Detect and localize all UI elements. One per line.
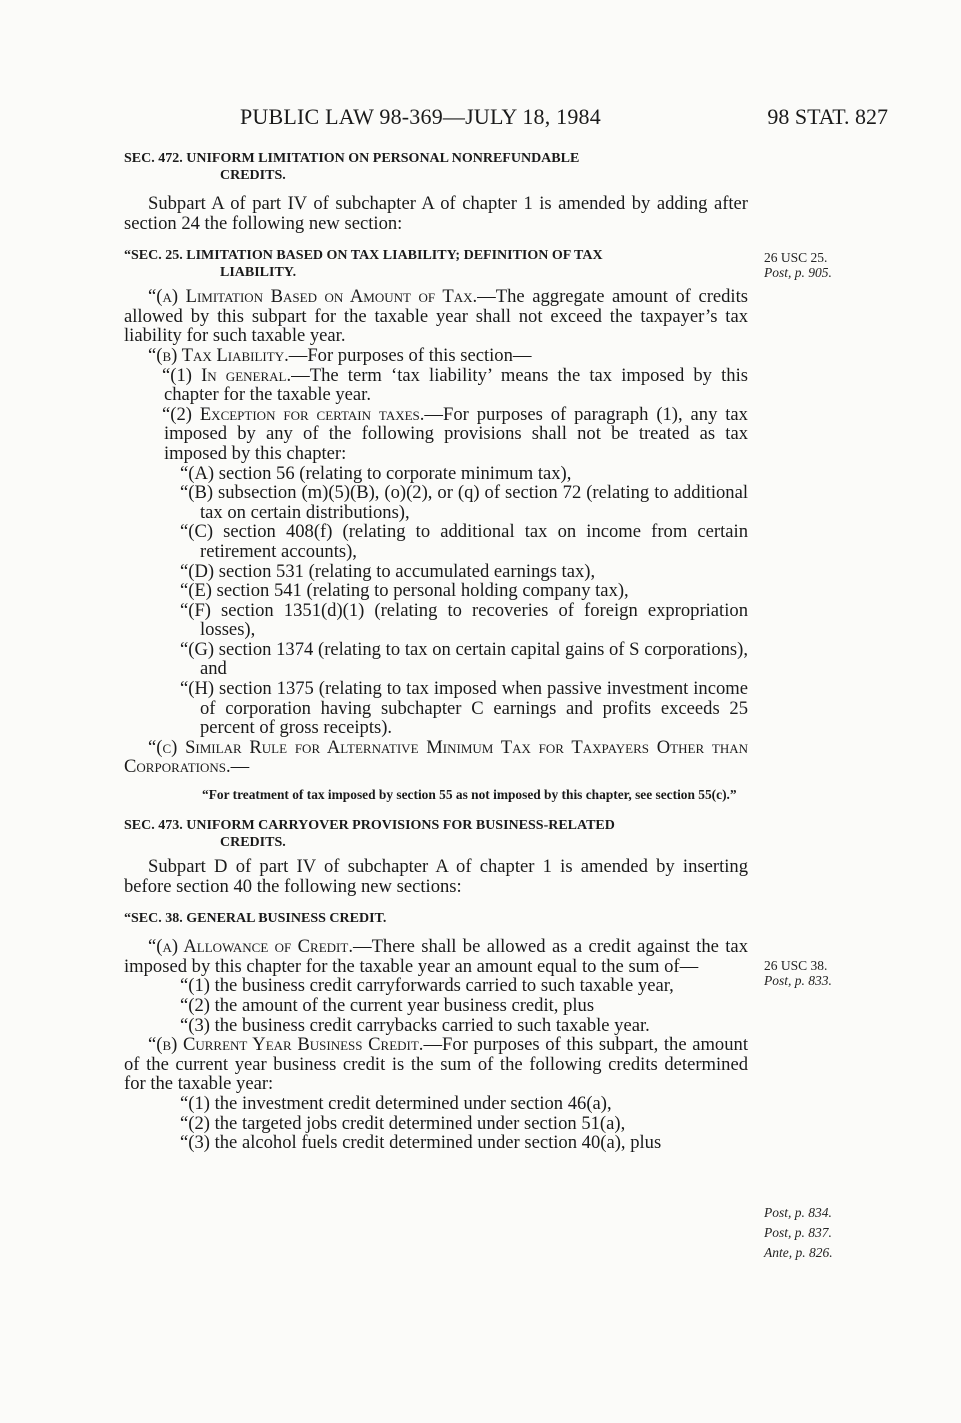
sec-38-b-text: —For purposes of this subpart, the amount of the current year business credit is the sum of the following credits determined for the taxable year: [124, 1034, 748, 1095]
sec-25-a [124, 287, 748, 346]
sec-472-text: Subpart A of part IV of subchapter A of chapter 1 is amended by adding after section 24 the following new section: [124, 193, 748, 234]
sec-25-b2-label: “(2) Exception for certain taxes. [162, 403, 425, 425]
sec-25-b2 [124, 405, 748, 464]
sec-473-heading-line2: CREDITS. [220, 835, 286, 851]
sec-25-b-label: “(b) Tax Liability. [148, 344, 289, 366]
sec-25-b2-text: —For purposes of paragraph (1), any tax imposed by any of the following provisions shall not be treated as tax imposed by this chapter: [164, 403, 748, 464]
list-item: “(1) the business credit carryforwards carried to such taxable year, [180, 975, 674, 997]
list-item: “(3) the alcohol fuels credit determined under section 40(a), plus [180, 1132, 662, 1154]
margin-note-line: 26 USC 25. [764, 250, 828, 265]
list-item: “(C) section 408(f) (relating to additional tax on income from certain retirement accounts), [180, 521, 748, 562]
margin-note-26-usc-38 [764, 958, 832, 988]
margin-note-ante-826 [764, 1245, 833, 1260]
margin-note-line: 26 USC 38. [764, 958, 828, 973]
sec-473-text: Subpart D of part IV of subchapter A of chapter 1 is amended by inserting before section 40 the following new sections: [124, 856, 748, 897]
sec-38-a [124, 937, 748, 976]
header-stat: 98 STAT. 827 [767, 104, 888, 129]
list-item: “(A) section 56 (relating to corporate minimum tax), [180, 462, 572, 484]
sec-38-b-label: “(b) Current Year Business Credit. [148, 1034, 424, 1056]
sec-25-b1 [124, 366, 748, 405]
sec-25-b1-label: “(1) In general. [162, 364, 292, 386]
sec-25-c-label: “(c) Similar Rule for Alternative Minimum Tax for Taxpayers Other than Corporations. [124, 736, 748, 778]
list-item: “(D) section 531 (relating to accumulated earnings tax), [180, 560, 596, 582]
sec-25-heading-line2: LIABILITY. [220, 265, 297, 281]
list-item: “(2) the amount of the current year business credit, plus [180, 995, 595, 1016]
header-title: PUBLIC LAW 98-369—JULY 18, 1984 [240, 104, 601, 129]
margin-note-line: Post, p. 834. [764, 1205, 832, 1220]
margin-note-post-837 [764, 1225, 832, 1240]
sec-472-heading [124, 150, 748, 184]
list-item: “(H) section 1375 (relating to tax imposed when passive investment income of corporation having subchapter C earnings and profits exceeds 25 percent of gross receipts). [180, 678, 748, 739]
sec-473-heading-line1: SEC. 473. UNIFORM CARRYOVER PROVISIONS FOR BUSINESS-RELATED [124, 818, 615, 834]
sec-25-b-text: —For purposes of this section— [288, 344, 532, 366]
sec-25-b1-text: —The term ‘tax liability’ means the tax imposed by this chapter for the taxable year. [164, 364, 748, 406]
sec-38-heading: “SEC. 38. GENERAL BUSINESS CREDIT. [124, 911, 387, 927]
sec-473-heading [124, 817, 748, 851]
list-item: “(E) section 541 (relating to personal holding company tax), [180, 580, 629, 602]
list-item: “(2) the targeted jobs credit determined under section 51(a), [180, 1112, 626, 1134]
margin-note-26-usc-25 [764, 250, 832, 280]
sec-25-note: “For treatment of tax imposed by section 55 as not imposed by this chapter, see section 55(c).” [202, 787, 737, 803]
list-item: “(G) section 1374 (relating to tax on certain capital gains of S corporations), and [180, 638, 748, 680]
margin-note-line: Post, p. 905. [764, 265, 832, 280]
sec-38-a-text: —There shall be allowed as a credit against the tax imposed by this chapter for the taxable year an amount equal to the sum of— [124, 936, 748, 977]
sec-472-heading-line1: SEC. 472. UNIFORM LIMITATION ON PERSONAL NONREFUNDABLE [124, 151, 580, 166]
sec-25-a-label: “(a) Limitation Based on Amount of Tax. [148, 286, 478, 308]
margin-note-post-834 [764, 1205, 832, 1220]
margin-note-line: Ante, p. 826. [764, 1245, 833, 1260]
page-header [120, 104, 890, 134]
sec-25-heading-line1: “SEC. 25. LIMITATION BASED ON TAX LIABILITY; DEFINITION OF TAX [124, 248, 603, 264]
list-item: “(3) the business credit carrybacks carried to such taxable year. [180, 1014, 650, 1036]
margin-note-line: Post, p. 837. [764, 1225, 832, 1240]
list-item: “(F) section 1351(d)(1) (relating to recoveries of foreign expropriation losses), [180, 599, 748, 641]
sec-25-heading [124, 247, 748, 281]
sec-25-c [124, 738, 748, 777]
list-item: “(B) subsection (m)(5)(B), (o)(2), or (q) of section 72 (relating to additional tax on certain distributions), [180, 482, 748, 523]
sec-472-heading-line2: CREDITS. [220, 168, 286, 183]
sec-38-a-label: “(a) Allowance of Credit. [148, 936, 353, 958]
list-item: “(1) the investment credit determined under section 46(a), [180, 1092, 612, 1114]
sec-38-b [124, 1035, 748, 1094]
sec-25-c-text: — [230, 756, 250, 778]
margin-note-line: Post, p. 833. [764, 973, 832, 988]
sec-25-b [124, 346, 748, 366]
sec-25-a-text: —The aggregate amount of credits allowed by this subpart for the taxable year shall not exceed the taxpayer’s tax liability for such taxable year. [124, 286, 749, 347]
main-text-column [124, 150, 748, 1153]
